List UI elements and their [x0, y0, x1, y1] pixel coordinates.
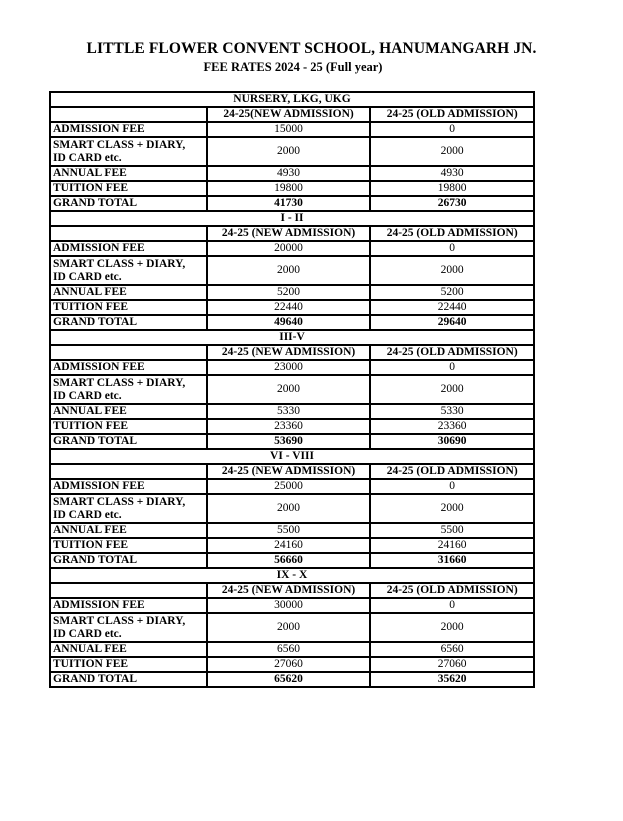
new-admission-value: 25000	[207, 479, 371, 494]
old-admission-value: 0	[370, 360, 534, 375]
row-label	[50, 137, 207, 166]
smart-class-row	[50, 256, 534, 285]
section-header-row	[50, 568, 534, 583]
row-label: GRAND TOTAL	[50, 434, 207, 449]
empty-header-cell	[50, 464, 207, 479]
row-label: GRAND TOTAL	[50, 196, 207, 211]
tuition-fee-row	[50, 538, 534, 553]
new-admission-value: 20000	[207, 241, 371, 256]
row-label-line1: SMART CLASS + DIARY,	[53, 138, 186, 151]
old-admission-value: 5330	[370, 404, 534, 419]
row-label: ADMISSION FEE	[50, 598, 207, 613]
old-admission-value: 2000	[370, 613, 534, 642]
section-title: III-V	[50, 330, 534, 345]
row-label: TUITION FEE	[50, 538, 207, 553]
new-admission-value: 2000	[207, 137, 371, 166]
row-label-line1: SMART CLASS + DIARY,	[53, 376, 186, 389]
row-label: ADMISSION FEE	[50, 360, 207, 375]
section-header-row	[50, 330, 534, 345]
row-label: ANNUAL FEE	[50, 523, 207, 538]
old-admission-value: 27060	[370, 657, 534, 672]
new-admission-value: 5200	[207, 285, 371, 300]
new-admission-header: 24-25 (NEW ADMISSION)	[207, 345, 371, 360]
fee-table	[49, 91, 535, 688]
row-label: ANNUAL FEE	[50, 404, 207, 419]
old-admission-header: 24-25 (OLD ADMISSION)	[370, 345, 534, 360]
old-admission-value: 4930	[370, 166, 534, 181]
grand-total-row	[50, 315, 534, 330]
empty-header-cell	[50, 345, 207, 360]
old-admission-value: 2000	[370, 375, 534, 404]
tuition-fee-row	[50, 300, 534, 315]
old-admission-value: 35620	[370, 672, 534, 687]
new-admission-value: 2000	[207, 256, 371, 285]
row-label: ADMISSION FEE	[50, 479, 207, 494]
annual-fee-row	[50, 285, 534, 300]
new-admission-header: 24-25 (NEW ADMISSION)	[207, 226, 371, 241]
row-label-line1: SMART CLASS + DIARY,	[53, 614, 186, 627]
tuition-fee-row	[50, 419, 534, 434]
row-label: GRAND TOTAL	[50, 553, 207, 568]
tuition-fee-row	[50, 657, 534, 672]
row-label: GRAND TOTAL	[50, 672, 207, 687]
row-label: TUITION FEE	[50, 419, 207, 434]
old-admission-value: 5200	[370, 285, 534, 300]
new-admission-header: 24-25(NEW ADMISSION)	[207, 107, 371, 122]
smart-class-row	[50, 375, 534, 404]
old-admission-header: 24-25 (OLD ADMISSION)	[370, 583, 534, 598]
new-admission-value: 53690	[207, 434, 371, 449]
old-admission-value: 5500	[370, 523, 534, 538]
new-admission-header: 24-25 (NEW ADMISSION)	[207, 464, 371, 479]
row-label-line1: SMART CLASS + DIARY,	[53, 257, 186, 270]
old-admission-value: 24160	[370, 538, 534, 553]
grand-total-row	[50, 196, 534, 211]
new-admission-value: 65620	[207, 672, 371, 687]
smart-class-row	[50, 494, 534, 523]
smart-class-row	[50, 613, 534, 642]
section-title: IX - X	[50, 568, 534, 583]
old-admission-header: 24-25 (OLD ADMISSION)	[370, 226, 534, 241]
new-admission-value: 5500	[207, 523, 371, 538]
row-label: TUITION FEE	[50, 181, 207, 196]
new-admission-value: 30000	[207, 598, 371, 613]
old-admission-value: 26730	[370, 196, 534, 211]
empty-header-cell	[50, 583, 207, 598]
old-admission-value: 0	[370, 241, 534, 256]
old-admission-value: 19800	[370, 181, 534, 196]
row-label	[50, 256, 207, 285]
empty-header-cell	[50, 107, 207, 122]
new-admission-value: 23360	[207, 419, 371, 434]
admission-fee-row	[50, 122, 534, 137]
tuition-fee-row	[50, 181, 534, 196]
row-label: ANNUAL FEE	[50, 166, 207, 181]
new-admission-value: 23000	[207, 360, 371, 375]
admission-fee-row	[50, 479, 534, 494]
admission-fee-row	[50, 598, 534, 613]
annual-fee-row	[50, 404, 534, 419]
row-label: ADMISSION FEE	[50, 122, 207, 137]
new-admission-value: 24160	[207, 538, 371, 553]
grand-total-row	[50, 434, 534, 449]
section-header-row	[50, 449, 534, 464]
smart-class-row	[50, 137, 534, 166]
old-admission-value: 2000	[370, 256, 534, 285]
column-header-row	[50, 583, 534, 598]
annual-fee-row	[50, 166, 534, 181]
old-admission-value: 29640	[370, 315, 534, 330]
grand-total-row	[50, 672, 534, 687]
row-label-line2: ID CARD etc.	[53, 389, 122, 402]
row-label: ADMISSION FEE	[50, 241, 207, 256]
new-admission-value: 2000	[207, 494, 371, 523]
column-header-row	[50, 345, 534, 360]
document-subtitle: FEE RATES 2024 - 25 (Full year)	[203, 60, 383, 74]
new-admission-value: 22440	[207, 300, 371, 315]
row-label-line1: SMART CLASS + DIARY,	[53, 495, 186, 508]
row-label-line2: ID CARD etc.	[53, 270, 122, 283]
old-admission-value: 30690	[370, 434, 534, 449]
admission-fee-row	[50, 360, 534, 375]
annual-fee-row	[50, 523, 534, 538]
new-admission-value: 5330	[207, 404, 371, 419]
row-label: GRAND TOTAL	[50, 315, 207, 330]
grand-total-row	[50, 553, 534, 568]
new-admission-value: 2000	[207, 613, 371, 642]
annual-fee-row	[50, 642, 534, 657]
new-admission-value: 19800	[207, 181, 371, 196]
new-admission-value: 15000	[207, 122, 371, 137]
column-header-row	[50, 226, 534, 241]
new-admission-header: 24-25 (NEW ADMISSION)	[207, 583, 371, 598]
column-header-row	[50, 107, 534, 122]
section-title: NURSERY, LKG, UKG	[50, 92, 534, 107]
new-admission-value: 4930	[207, 166, 371, 181]
new-admission-value: 27060	[207, 657, 371, 672]
old-admission-value: 0	[370, 122, 534, 137]
row-label	[50, 613, 207, 642]
old-admission-header: 24-25 (OLD ADMISSION)	[370, 464, 534, 479]
empty-header-cell	[50, 226, 207, 241]
old-admission-value: 23360	[370, 419, 534, 434]
row-label-line2: ID CARD etc.	[53, 151, 122, 164]
document-title: LITTLE FLOWER CONVENT SCHOOL, HANUMANGARH JN.	[86, 40, 537, 57]
new-admission-value: 56660	[207, 553, 371, 568]
old-admission-value: 6560	[370, 642, 534, 657]
section-title: I - II	[50, 211, 534, 226]
old-admission-value: 31660	[370, 553, 534, 568]
old-admission-header: 24-25 (OLD ADMISSION)	[370, 107, 534, 122]
column-header-row	[50, 464, 534, 479]
section-title: VI - VIII	[50, 449, 534, 464]
row-label-line2: ID CARD etc.	[53, 508, 122, 521]
old-admission-value: 0	[370, 479, 534, 494]
admission-fee-row	[50, 241, 534, 256]
section-header-row	[50, 92, 534, 107]
new-admission-value: 41730	[207, 196, 371, 211]
row-label	[50, 375, 207, 404]
old-admission-value: 2000	[370, 137, 534, 166]
row-label: ANNUAL FEE	[50, 642, 207, 657]
row-label: ANNUAL FEE	[50, 285, 207, 300]
old-admission-value: 0	[370, 598, 534, 613]
new-admission-value: 2000	[207, 375, 371, 404]
row-label: TUITION FEE	[50, 657, 207, 672]
old-admission-value: 2000	[370, 494, 534, 523]
row-label	[50, 494, 207, 523]
new-admission-value: 49640	[207, 315, 371, 330]
new-admission-value: 6560	[207, 642, 371, 657]
section-header-row	[50, 211, 534, 226]
row-label-line2: ID CARD etc.	[53, 627, 122, 640]
row-label: TUITION FEE	[50, 300, 207, 315]
old-admission-value: 22440	[370, 300, 534, 315]
